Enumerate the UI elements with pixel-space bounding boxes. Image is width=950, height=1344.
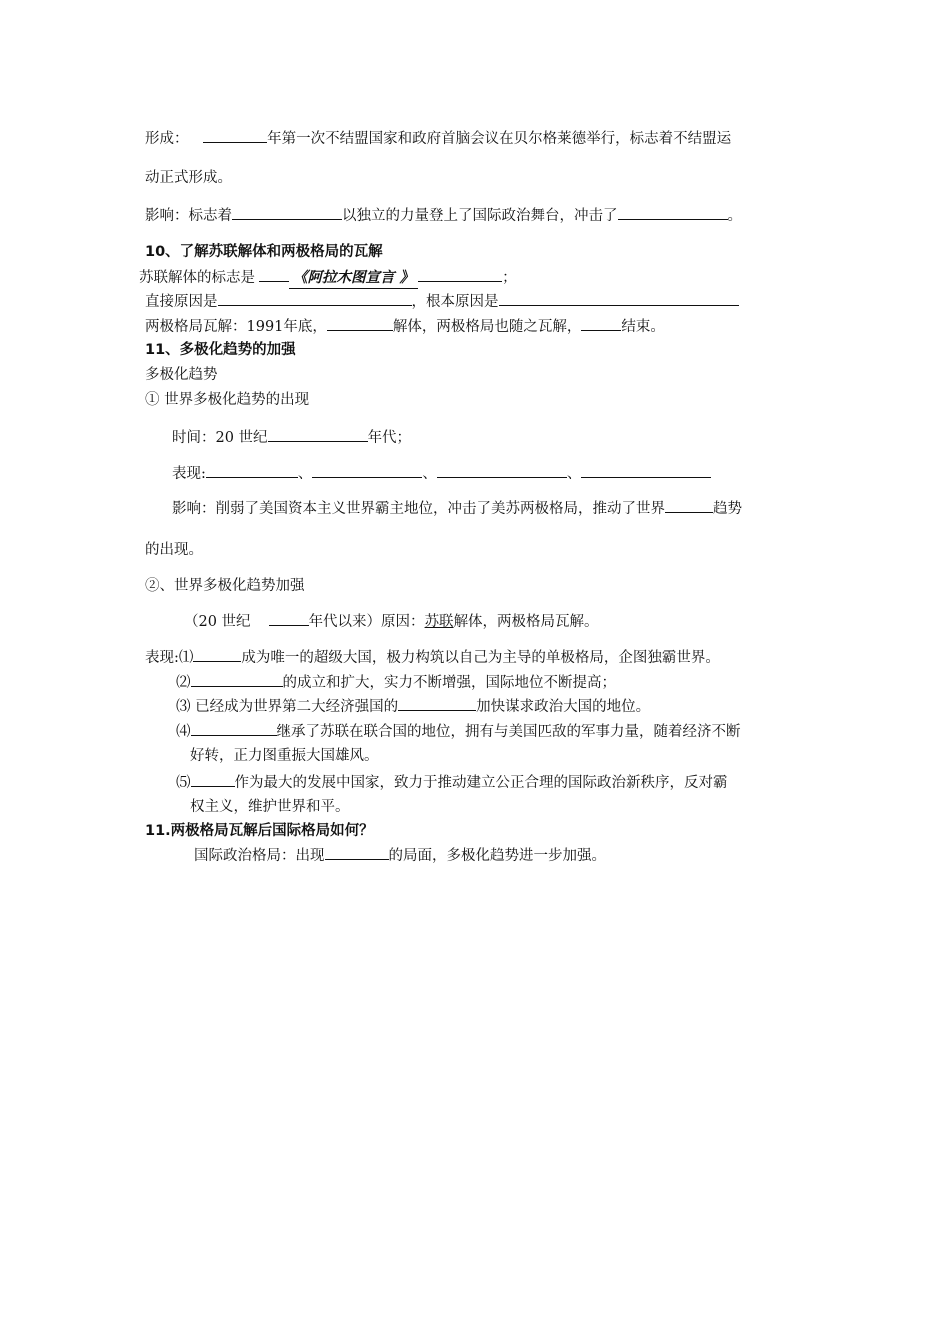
blank[interactable] [418, 267, 502, 282]
cause-label: 直接原因是 [145, 294, 218, 310]
blank[interactable] [312, 463, 422, 478]
perf-1-label: 表现:⑴ [145, 650, 194, 666]
formation-line [145, 128, 731, 149]
perf-5-line [176, 772, 728, 793]
formation-text-2: 动正式形成。 [145, 170, 232, 186]
separator: 、 [297, 466, 313, 482]
time-line [172, 427, 411, 448]
reason-ussr: 苏联 [424, 614, 454, 630]
blank[interactable] [325, 845, 389, 860]
perf-5-label: ⑸ [176, 775, 191, 791]
perf-1-text: 成为唯一的超级大国，极力构筑以自己为主导的单极格局，企图独霸世界。 [241, 650, 720, 666]
blank[interactable] [618, 205, 728, 220]
formation-label: 形成： [145, 131, 189, 147]
perf-4-label: ⑷ [176, 724, 191, 740]
perf-4-text: 继承了苏联在联合国的地位，拥有与美国匹敌的军事力量，随着经济不断 [276, 724, 741, 740]
perf-1-line [145, 647, 720, 668]
blank[interactable] [191, 772, 235, 787]
performance-line [172, 463, 711, 484]
blank[interactable] [206, 463, 298, 478]
blank[interactable] [193, 647, 241, 662]
cause-mid: ，根本原因是 [411, 294, 499, 310]
perf-2-label: ⑵ [176, 675, 191, 691]
sign-line [139, 267, 517, 289]
section-10-heading: 10、了解苏联解体和两极格局的瓦解 [145, 244, 383, 260]
blank[interactable] [269, 611, 309, 626]
collapse-mid: 解体，两极格局也随之瓦解， [392, 319, 582, 335]
pattern-text: 国际政治格局：出现 [194, 848, 325, 864]
perf-5-line-2: 权主义，维护世界和平。 [190, 799, 350, 815]
reason-mid: 年代以来）原因： [308, 614, 425, 630]
perf-2-text: 的成立和扩大，实力不断增强，国际地位不断提高； [282, 675, 616, 691]
separator: 、 [422, 466, 437, 482]
blank[interactable] [327, 316, 393, 331]
reason-open: （20 世纪 [184, 614, 251, 630]
influence-line [145, 205, 742, 226]
impact-text: 影响：削弱了美国资本主义世界霸主地位，冲击了美苏两极格局，推动了世界 [172, 501, 665, 517]
pattern-line [194, 845, 606, 866]
collapse-line [145, 316, 665, 337]
influence-end: 。 [727, 208, 742, 224]
perf-5-text: 作为最大的发展中国家，致力于推动建立公正合理的国际政治新秩序，反对霸 [234, 775, 728, 791]
multipolar-subtitle: 多极化趋势 [145, 367, 218, 383]
pattern-text-2: 的局面，多极化趋势进一步加强。 [388, 848, 606, 864]
perf-4-line [176, 721, 741, 742]
perf-3-text: ⑶ 已经成为世界第二大经济强国的 [176, 699, 399, 715]
blank[interactable] [581, 463, 711, 478]
formation-text: 年第一次不结盟国家和政府首脑会议在贝尔格莱德举行，标志着不结盟运 [267, 131, 732, 147]
time-label: 时间：20 世纪 [172, 430, 268, 446]
collapse-end: 结束。 [621, 319, 665, 335]
influence-label: 影响：标志着 [145, 208, 232, 224]
blank[interactable] [218, 291, 412, 306]
blank[interactable] [259, 267, 289, 282]
cause-line [145, 291, 739, 312]
perf-4-line-2: 好转，正力图重振大国雄风。 [190, 748, 379, 764]
reason-line [184, 611, 599, 632]
blank[interactable] [268, 427, 368, 442]
item-2-title: ②、世界多极化趋势加强 [145, 578, 305, 594]
impact-end: 趋势 [713, 501, 742, 517]
item-1-title: ① 世界多极化趋势的出现 [145, 392, 310, 408]
perf-3-text-2: 加快谋求政治大国的地位。 [476, 699, 651, 715]
performance-label: 表现: [172, 466, 206, 482]
formation-line-2 [145, 168, 232, 188]
separator: 、 [566, 466, 582, 482]
blank[interactable] [203, 128, 267, 143]
blank[interactable] [398, 696, 476, 711]
blank[interactable] [232, 205, 342, 220]
collapse-label: 两极格局瓦解：1991年底， [145, 319, 327, 335]
perf-2-line [176, 672, 616, 693]
blank[interactable] [499, 291, 739, 306]
impact-line [172, 498, 742, 519]
sign-end: ； [502, 270, 517, 286]
influence-mid: 以独立的力量登上了国际政治舞台，冲击了 [342, 208, 618, 224]
blank[interactable] [665, 498, 713, 513]
section-11-heading: 11、多极化趋势的加强 [145, 342, 296, 358]
blank[interactable] [581, 316, 621, 331]
blank[interactable] [191, 672, 283, 687]
sign-answer: 《阿拉木图宣言 》 [289, 268, 418, 289]
time-end: 年代； [367, 430, 412, 446]
blank[interactable] [437, 463, 567, 478]
impact-line-2: 的出现。 [145, 542, 203, 558]
section-11b-heading: 11.两极格局瓦解后国际格局如何？ [145, 823, 374, 839]
blank[interactable] [191, 721, 277, 736]
sign-label: 苏联解体的标志是 [139, 270, 255, 286]
reason-end: 解体，两极格局瓦解。 [453, 614, 599, 630]
perf-3-line [176, 696, 650, 717]
